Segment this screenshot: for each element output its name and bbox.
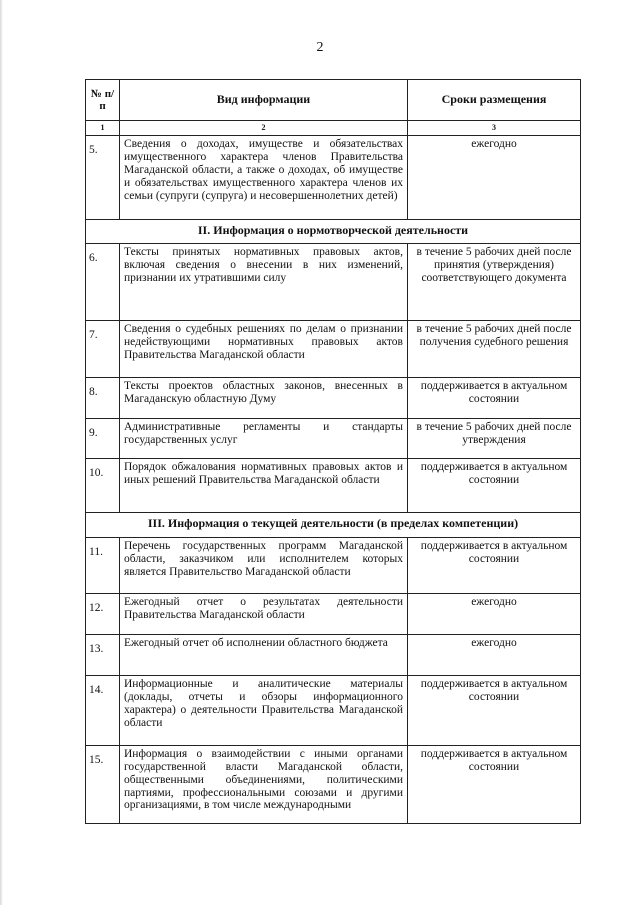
table-row xyxy=(86,593,581,634)
table-body xyxy=(86,136,581,824)
row-term: поддерживается в актуальном состоянии xyxy=(408,378,581,419)
row-number: 14. xyxy=(86,675,120,745)
header-term: Сроки размещения xyxy=(408,80,581,121)
row-info: Перечень государственных программ Магаданской области, заказчиком или исполнителем которых является Правительство Магаданской области xyxy=(120,537,408,593)
row-number: 11. xyxy=(86,537,120,593)
information-table xyxy=(85,79,581,824)
row-term: в течение 5 рабочих дней после принятия (утверждения) соответствующего документа xyxy=(408,244,581,321)
table-row xyxy=(86,419,581,459)
header-info: Вид информации xyxy=(120,80,408,121)
row-info: Ежегодный отчет о результатах деятельности Правительства Магаданской области xyxy=(120,593,408,634)
header-num: № п/п xyxy=(86,80,120,121)
section-heading-row xyxy=(86,513,581,537)
table-row xyxy=(86,537,581,593)
row-number: 9. xyxy=(86,419,120,459)
section-heading: III. Информация о текущей деятельности (в пределах компетенции) xyxy=(86,513,581,537)
table-row xyxy=(86,745,581,823)
scan-edge xyxy=(0,0,3,905)
table-row xyxy=(86,321,581,378)
row-term: поддерживается в актуальном состоянии xyxy=(408,675,581,745)
column-index: 1 xyxy=(86,121,120,136)
row-number: 13. xyxy=(86,634,120,675)
page-number: 2 xyxy=(316,40,324,55)
table-row xyxy=(86,675,581,745)
table-row xyxy=(86,244,581,321)
row-number: 12. xyxy=(86,593,120,634)
row-number: 5. xyxy=(86,136,120,220)
row-info: Информация о взаимодействии с иными органами государственной власти Магаданской области, общественными объединениями, политическими партиями, профессиональными союзами и другими организациями, в том числе международными xyxy=(120,745,408,823)
row-term: в течение 5 рабочих дней после утверждения xyxy=(408,419,581,459)
row-number: 15. xyxy=(86,745,120,823)
table-row xyxy=(86,634,581,675)
section-heading: II. Информация о нормотворческой деятельности xyxy=(86,220,581,244)
row-number: 10. xyxy=(86,459,120,513)
column-index: 3 xyxy=(408,121,581,136)
header-row xyxy=(86,80,581,121)
table-row xyxy=(86,136,581,220)
row-info: Тексты принятых нормативных правовых актов, включая сведения о внесении в них изменений, признании их утратившими силу xyxy=(120,244,408,321)
column-index-row xyxy=(86,121,581,136)
table-row xyxy=(86,459,581,513)
row-term: поддерживается в актуальном состоянии xyxy=(408,745,581,823)
row-info: Ежегодный отчет об исполнении областного бюджета xyxy=(120,634,408,675)
row-term: ежегодно xyxy=(408,136,581,220)
row-number: 6. xyxy=(86,244,120,321)
row-info: Порядок обжалования нормативных правовых актов и иных решений Правительства Магаданской области xyxy=(120,459,408,513)
row-info: Тексты проектов областных законов, внесенных в Магаданскую областную Думу xyxy=(120,378,408,419)
row-info: Сведения о доходах, имуществе и обязательствах имущественного характера членов Правительства Магаданской области, а также о доходах, об имуществе и обязательствах имущественного характера членов их семьи (супруги (супруга) и несовершеннолетних детей) xyxy=(120,136,408,220)
row-term: в течение 5 рабочих дней после получения судебного решения xyxy=(408,321,581,378)
row-term: ежегодно xyxy=(408,634,581,675)
section-heading-row xyxy=(86,220,581,244)
row-term: поддерживается в актуальном состоянии xyxy=(408,459,581,513)
row-info: Информационные и аналитические материалы (доклады, отчеты и обзоры информационного характера) о деятельности Правительства Магаданской области xyxy=(120,675,408,745)
row-term: ежегодно xyxy=(408,593,581,634)
row-info: Сведения о судебных решениях по делам о признании недействующими нормативных правовых актов Правительства Магаданской области xyxy=(120,321,408,378)
row-info: Административные регламенты и стандарты государственных услуг xyxy=(120,419,408,459)
row-term: поддерживается в актуальном состоянии xyxy=(408,537,581,593)
column-index: 2 xyxy=(120,121,408,136)
row-number: 7. xyxy=(86,321,120,378)
row-number: 8. xyxy=(86,378,120,419)
table-row xyxy=(86,378,581,419)
